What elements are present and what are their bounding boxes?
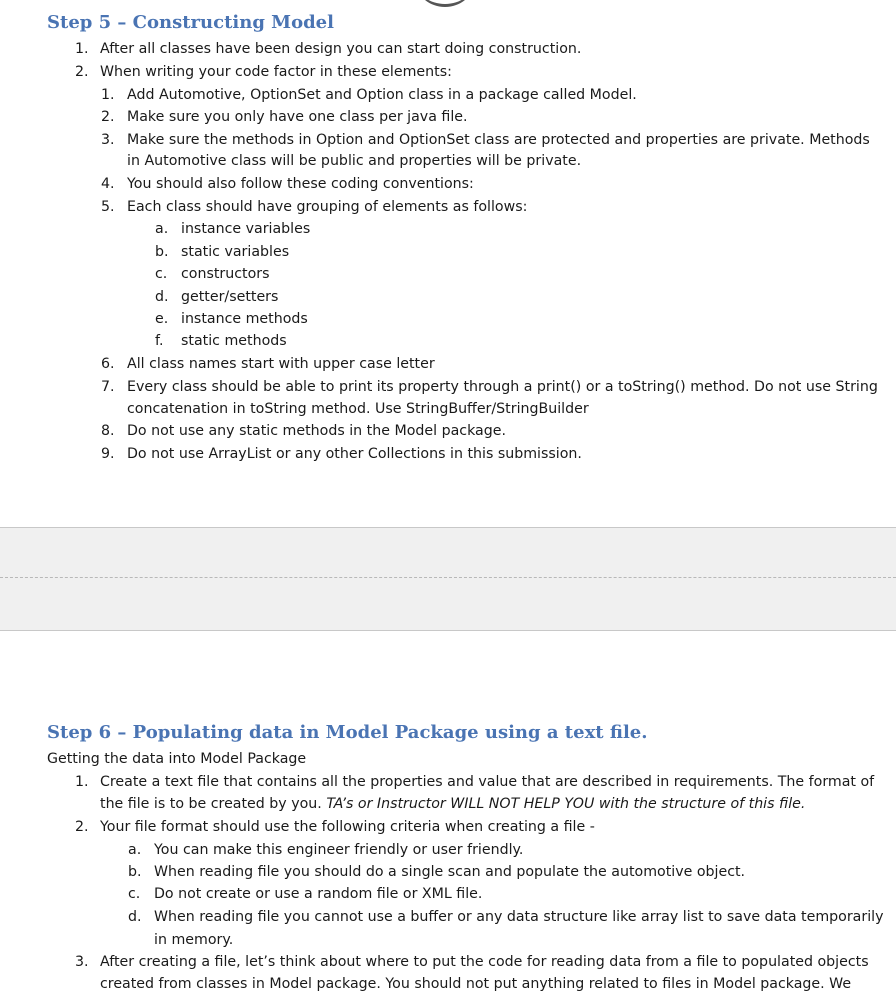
sub-item-5-text: Each class should have grouping of elements as follows: [127, 199, 528, 215]
grouping-f-letter: f. [155, 333, 164, 349]
criteria-d-letter: d. [128, 909, 142, 925]
step6-item-1-line2 [100, 794, 805, 814]
criteria-c-letter: c. [128, 886, 141, 902]
step6-item-3-number: 3. [75, 954, 89, 970]
sub-item-4-number: 4. [101, 176, 115, 192]
step5-item-1-text: After all classes have been design you can start doing construction. [100, 41, 582, 57]
step6-heading: Step 6 – Populating data in Model Package using a text file. [47, 722, 648, 743]
sub-item-3-text-line1: Make sure the methods in Option and OptionSet class are protected and properties are private. Methods [127, 132, 870, 148]
criteria-d-text-line2: in memory. [154, 932, 234, 948]
grouping-c-letter: c. [155, 266, 168, 282]
grouping-d-letter: d. [155, 289, 169, 305]
sub-item-2-number: 2. [101, 109, 115, 125]
step6-item-1-line2-plain: the file is to be created by you. [100, 796, 327, 812]
step6-item-1-number: 1. [75, 774, 89, 790]
sub-item-5-number: 5. [101, 199, 115, 215]
sub-item-4-text: You should also follow these coding conventions: [127, 176, 474, 192]
sub-item-6-number: 6. [101, 356, 115, 372]
page-break-divider [0, 577, 896, 578]
scroll-indicator-arc [416, 0, 474, 7]
sub-item-1-text: Add Automotive, OptionSet and Option class in a package called Model. [127, 87, 637, 103]
sub-item-2-text: Make sure you only have one class per java file. [127, 109, 468, 125]
grouping-a-text: instance variables [181, 221, 311, 237]
step6-intro: Getting the data into Model Package [47, 751, 307, 767]
sub-item-3-text-line2: in Automotive class will be public and properties will be private. [127, 153, 582, 169]
sub-item-8-number: 8. [101, 423, 115, 439]
criteria-c-text: Do not create or use a random file or XML file. [154, 886, 483, 902]
sub-item-9-number: 9. [101, 446, 115, 462]
grouping-b-letter: b. [155, 244, 169, 260]
step5-heading: Step 5 – Constructing Model [47, 12, 334, 33]
grouping-b-text: static variables [181, 244, 290, 260]
sub-item-7-text-line1: Every class should be able to print its property through a print() or a toString() method. Do not use String [127, 379, 878, 395]
step5-item-2-number: 2. [75, 64, 89, 80]
sub-item-7-number: 7. [101, 379, 115, 395]
grouping-a-letter: a. [155, 221, 169, 237]
criteria-a-letter: a. [128, 842, 142, 858]
sub-item-7-text-line2: concatenation in toString method. Use StringBuffer/StringBuilder [127, 401, 589, 417]
criteria-a-text: You can make this engineer friendly or user friendly. [154, 842, 524, 858]
criteria-d-text-line1: When reading file you cannot use a buffer or any data structure like array list to save data temporarily [154, 909, 884, 925]
sub-item-1-number: 1. [101, 87, 115, 103]
grouping-e-text: instance methods [181, 311, 308, 327]
sub-item-3-number: 3. [101, 132, 115, 148]
step6-item-3-line2: created from classes in Model package. You should not put anything related to files in Model package. We [100, 976, 852, 992]
criteria-b-letter: b. [128, 864, 142, 880]
sub-item-8-text: Do not use any static methods in the Model package. [127, 423, 506, 439]
grouping-e-letter: e. [155, 311, 169, 327]
grouping-f-text: static methods [181, 333, 287, 349]
sub-item-9-text: Do not use ArrayList or any other Collections in this submission. [127, 446, 582, 462]
step6-item-2-text: Your file format should use the following criteria when creating a file - [100, 819, 595, 835]
grouping-c-text: constructors [181, 266, 270, 282]
step6-item-3-line1: After creating a file, let’s think about where to put the code for reading data from a file to populated objects [100, 954, 869, 970]
sub-item-6-text: All class names start with upper case letter [127, 356, 435, 372]
criteria-b-text: When reading file you should do a single scan and populate the automotive object. [154, 864, 746, 880]
step6-item-1-line2-italic: TA’s or Instructor WILL NOT HELP YOU with the structure of this file. [326, 796, 806, 812]
page-break-gap [0, 527, 896, 631]
grouping-d-text: getter/setters [181, 289, 279, 305]
step6-item-1-line1: Create a text file that contains all the properties and value that are described in requirements. The format of [100, 774, 875, 790]
step6-item-2-number: 2. [75, 819, 89, 835]
step5-item-1-number: 1. [75, 41, 89, 57]
step5-item-2-text: When writing your code factor in these elements: [100, 64, 452, 80]
